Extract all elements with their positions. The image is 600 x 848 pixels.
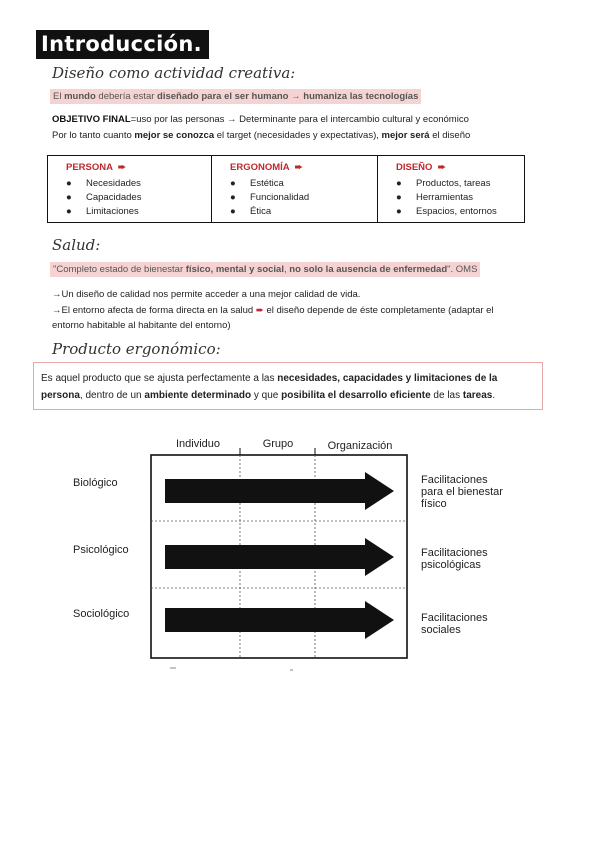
list-item: ● Funcionalidad	[230, 192, 310, 203]
list-item: ● Espacios, entornos	[396, 206, 497, 217]
arrow-psicologico	[165, 538, 394, 576]
outcome-label: para el bienestar	[421, 486, 503, 498]
outcome-label: físico	[421, 498, 447, 510]
objective-line: OBJETIVO FINAL=uso por las personas → Determinante para el intercambio cultural y económico	[52, 114, 469, 125]
column-head: PERSONA	[66, 162, 113, 173]
arrow-icon: ➨	[117, 162, 126, 173]
column-label: Organización	[327, 440, 393, 452]
arrow-icon: ➨	[294, 162, 303, 173]
arrow-icon: ➨	[437, 162, 446, 173]
arrow-sociologico	[165, 601, 394, 639]
highlight-mundo: El mundo debería estar diseñado para el ser humano → humaniza las tecnologías	[50, 89, 421, 104]
outcome-label: Facilitaciones	[421, 547, 488, 559]
list-item: ● Ética	[230, 206, 272, 217]
row-label: Biológico	[73, 477, 118, 489]
list-item: ● Herramientas	[396, 192, 474, 203]
target-line: Por lo tanto cuanto mejor se conozca el target (necesidades y expectativas), mejor será el diseño	[52, 130, 471, 141]
arrow-biologico	[165, 472, 394, 510]
salud-line-3: entorno habitable al habitante del entorno)	[52, 320, 231, 331]
list-item: ● Capacidades	[66, 192, 142, 203]
highlight-oms: "Completo estado de bienestar físico, mental y social, no solo la ausencia de enfermedad". OMS	[50, 262, 480, 277]
outcome-label: Facilitaciones	[421, 474, 488, 486]
list-item: ● Necesidades	[66, 178, 141, 189]
section-heading-salud: Salud:	[52, 236, 101, 254]
outcome-label: Facilitaciones	[421, 612, 488, 624]
arrow-icon: ➨	[255, 305, 264, 316]
definition-text: Es aquel producto que se ajusta perfectamente a las necesidades, capacidades y limitaciones de la persona, dentro de un ambiente determinado y que posibilita el desarrollo eficiente de las tareas.	[41, 373, 498, 401]
column-head: ERGONOMÍA	[230, 162, 290, 173]
section-heading-producto: Producto ergonómico:	[52, 340, 221, 358]
row-label: Psicológico	[73, 544, 129, 556]
list-item: ● Estética	[230, 178, 284, 189]
list-item: ● Limitaciones	[66, 206, 139, 217]
row-label: Sociológico	[73, 608, 130, 620]
outcome-label: psicológicas	[421, 559, 481, 571]
salud-line-2: →El entorno afecta de forma directa en la salud ➨ el diseño depende de éste completamente (adaptar el	[52, 305, 494, 316]
column-label: Individuo	[175, 438, 221, 450]
page-title: Introducción.	[36, 30, 209, 59]
salud-line-1: →Un diseño de calidad nos permite acceder a una mejor calidad de vida.	[52, 289, 361, 300]
column-head: DISEÑO	[396, 162, 433, 173]
section-heading-diseno: Diseño como actividad creativa:	[52, 64, 296, 82]
outcome-label: sociales	[421, 624, 461, 636]
column-label: Grupo	[262, 438, 294, 450]
list-item: ● Productos, tareas	[396, 178, 491, 189]
